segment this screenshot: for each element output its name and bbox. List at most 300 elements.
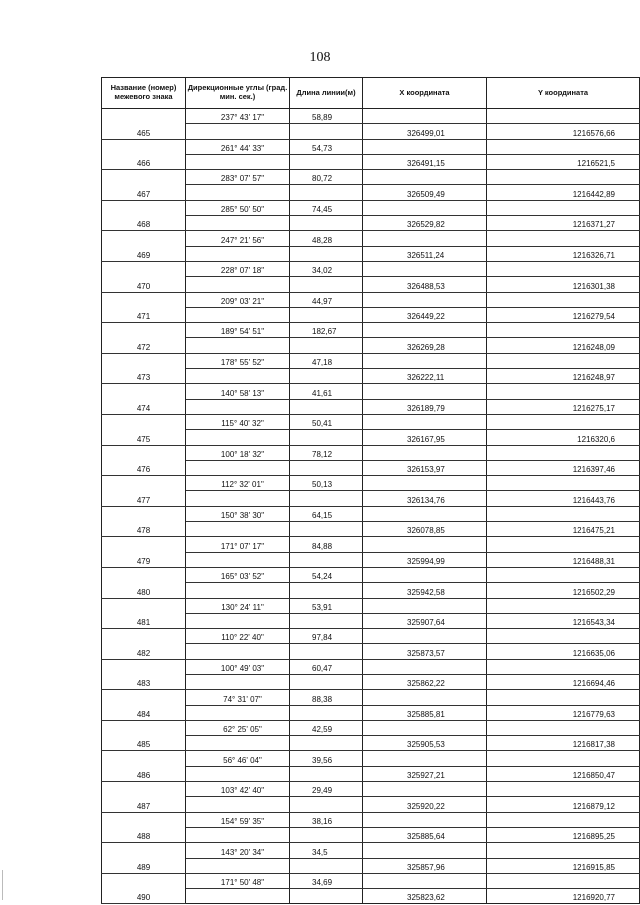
table-row	[102, 323, 640, 338]
cell-y: 1216915,85	[487, 858, 640, 873]
cell-angle: 140° 58' 13"	[186, 384, 290, 399]
cell-name-empty	[102, 384, 186, 399]
table-row	[102, 277, 640, 292]
cell-x: 326189,79	[363, 399, 487, 414]
table-row	[102, 353, 640, 368]
cell-x: 325862,22	[363, 674, 487, 689]
cell-x-empty	[363, 629, 487, 644]
table-row	[102, 476, 640, 491]
cell-x-empty	[363, 292, 487, 307]
table-row	[102, 766, 640, 781]
table-row	[102, 124, 640, 139]
cell-name-empty	[102, 292, 186, 307]
cell-angle: 74° 31' 07"	[186, 690, 290, 705]
cell-y-empty	[487, 476, 640, 491]
cell-y-empty	[487, 843, 640, 858]
cell-angle: 228° 07' 18"	[186, 261, 290, 276]
cell-angle-empty	[186, 185, 290, 200]
table-row	[102, 384, 640, 399]
cell-x-empty	[363, 720, 487, 735]
cell-angle: 171° 07' 17"	[186, 537, 290, 552]
table-row	[102, 154, 640, 169]
cell-name-empty	[102, 782, 186, 797]
cell-name-empty	[102, 170, 186, 185]
cell-y: 1216320,6	[487, 430, 640, 445]
cell-y: 1216248,97	[487, 369, 640, 384]
cell-length: 38,16	[290, 812, 363, 827]
cell-name-empty	[102, 414, 186, 429]
cell-y: 1216576,66	[487, 124, 640, 139]
cell-length: 64,15	[290, 506, 363, 521]
cell-angle: 165° 03' 52"	[186, 567, 290, 582]
header-length: Длина линии(м)	[290, 78, 363, 109]
cell-angle-empty	[186, 307, 290, 322]
cell-x: 325920,22	[363, 797, 487, 812]
cell-length-empty	[290, 154, 363, 169]
cell-length: 80,72	[290, 170, 363, 185]
cell-name-empty	[102, 139, 186, 154]
cell-point-name: 481	[102, 613, 186, 628]
cell-point-name: 485	[102, 736, 186, 751]
cell-y: 1216442,89	[487, 185, 640, 200]
cell-angle: 171° 50' 48"	[186, 873, 290, 888]
cell-name-empty	[102, 537, 186, 552]
table-row	[102, 690, 640, 705]
cell-length-empty	[290, 613, 363, 628]
cell-length-empty	[290, 858, 363, 873]
cell-y-empty	[487, 109, 640, 124]
cell-point-name: 471	[102, 307, 186, 322]
cell-name-empty	[102, 323, 186, 338]
cell-length-empty	[290, 797, 363, 812]
cell-x-empty	[363, 261, 487, 276]
cell-length-empty	[290, 124, 363, 139]
cell-angle-empty	[186, 430, 290, 445]
cell-length: 74,45	[290, 200, 363, 215]
cell-point-name: 473	[102, 369, 186, 384]
cell-point-name: 490	[102, 889, 186, 904]
cell-y: 1216521,5	[487, 154, 640, 169]
cell-y-empty	[487, 506, 640, 521]
cell-name-empty	[102, 659, 186, 674]
cell-point-name: 482	[102, 644, 186, 659]
table-row	[102, 629, 640, 644]
table-row	[102, 491, 640, 506]
table-row	[102, 797, 640, 812]
table-row	[102, 751, 640, 766]
table-row	[102, 445, 640, 460]
table-row	[102, 460, 640, 475]
table-row	[102, 537, 640, 552]
cell-angle-empty	[186, 522, 290, 537]
cell-x-empty	[363, 109, 487, 124]
cell-angle-empty	[186, 369, 290, 384]
cell-x-empty	[363, 751, 487, 766]
cell-x-empty	[363, 384, 487, 399]
cell-y: 1216443,76	[487, 491, 640, 506]
cell-y-empty	[487, 292, 640, 307]
cell-angle: 150° 38' 30"	[186, 506, 290, 521]
cell-length-empty	[290, 583, 363, 598]
cell-y: 1216920,77	[487, 889, 640, 904]
cell-length: 47,18	[290, 353, 363, 368]
cell-name-empty	[102, 506, 186, 521]
cell-x-empty	[363, 873, 487, 888]
cell-angle: 247° 21' 56"	[186, 231, 290, 246]
cell-y: 1216694,46	[487, 674, 640, 689]
table-row	[102, 567, 640, 582]
cell-x: 326222,11	[363, 369, 487, 384]
cell-x-empty	[363, 323, 487, 338]
cell-length-empty	[290, 889, 363, 904]
table-row	[102, 430, 640, 445]
cell-y-empty	[487, 384, 640, 399]
cell-name-empty	[102, 873, 186, 888]
cell-length: 48,28	[290, 231, 363, 246]
cell-length-empty	[290, 369, 363, 384]
cell-angle-empty	[186, 491, 290, 506]
cell-length: 34,02	[290, 261, 363, 276]
cell-y-empty	[487, 261, 640, 276]
cell-angle-empty	[186, 277, 290, 292]
cell-y-empty	[487, 445, 640, 460]
cell-y: 1216879,12	[487, 797, 640, 812]
cell-y-empty	[487, 537, 640, 552]
cell-angle: 143° 20' 34"	[186, 843, 290, 858]
cell-angle: 285° 50' 50"	[186, 200, 290, 215]
table-row	[102, 720, 640, 735]
cell-y: 1216279,54	[487, 307, 640, 322]
cell-x: 326509,49	[363, 185, 487, 200]
cell-angle-empty	[186, 705, 290, 720]
cell-name-empty	[102, 567, 186, 582]
cell-x: 325994,99	[363, 552, 487, 567]
cell-x: 325823,62	[363, 889, 487, 904]
cell-length-empty	[290, 644, 363, 659]
cell-length: 88,38	[290, 690, 363, 705]
cell-x-empty	[363, 353, 487, 368]
cell-angle: 100° 49' 03"	[186, 659, 290, 674]
table-row	[102, 613, 640, 628]
cell-x-empty	[363, 690, 487, 705]
cell-x-empty	[363, 445, 487, 460]
cell-y-empty	[487, 200, 640, 215]
cell-x-empty	[363, 598, 487, 613]
cell-x: 326449,22	[363, 307, 487, 322]
cell-length-empty	[290, 216, 363, 231]
cell-length-empty	[290, 674, 363, 689]
cell-y: 1216850,47	[487, 766, 640, 781]
cell-y-empty	[487, 782, 640, 797]
cell-angle-empty	[186, 154, 290, 169]
cell-x-empty	[363, 200, 487, 215]
cell-y: 1216397,46	[487, 460, 640, 475]
cell-name-empty	[102, 200, 186, 215]
cell-name-empty	[102, 261, 186, 276]
cell-angle-empty	[186, 552, 290, 567]
cell-angle-empty	[186, 827, 290, 842]
cell-length-empty	[290, 522, 363, 537]
cell-length-empty	[290, 246, 363, 261]
cell-name-empty	[102, 445, 186, 460]
cell-x: 326529,82	[363, 216, 487, 231]
cell-length: 78,12	[290, 445, 363, 460]
table-row	[102, 827, 640, 842]
cell-angle-empty	[186, 583, 290, 598]
cell-y-empty	[487, 812, 640, 827]
table-row	[102, 414, 640, 429]
cell-x-empty	[363, 567, 487, 582]
cell-angle-empty	[186, 858, 290, 873]
cell-length: 84,88	[290, 537, 363, 552]
table-row	[102, 598, 640, 613]
cell-angle-empty	[186, 797, 290, 812]
cell-angle: 103° 42' 40"	[186, 782, 290, 797]
cell-length: 34,69	[290, 873, 363, 888]
cell-name-empty	[102, 629, 186, 644]
cell-y-empty	[487, 170, 640, 185]
cell-y-empty	[487, 353, 640, 368]
cell-point-name: 467	[102, 185, 186, 200]
cell-angle: 154° 59' 35"	[186, 812, 290, 827]
cell-y: 1216635,06	[487, 644, 640, 659]
cell-length-empty	[290, 430, 363, 445]
cell-angle: 100° 18' 32"	[186, 445, 290, 460]
cell-length-empty	[290, 185, 363, 200]
table-row	[102, 843, 640, 858]
cell-length: 53,91	[290, 598, 363, 613]
cell-length: 58,89	[290, 109, 363, 124]
cell-y-empty	[487, 567, 640, 582]
table-row	[102, 522, 640, 537]
table-header-row	[102, 78, 640, 109]
cell-length: 182,67	[290, 323, 363, 338]
cell-name-empty	[102, 231, 186, 246]
cell-x: 326153,97	[363, 460, 487, 475]
cell-point-name: 480	[102, 583, 186, 598]
cell-name-empty	[102, 690, 186, 705]
cell-length: 60,47	[290, 659, 363, 674]
cell-x-empty	[363, 659, 487, 674]
cell-x-empty	[363, 782, 487, 797]
cell-x: 325857,96	[363, 858, 487, 873]
cell-angle: 237° 43' 17"	[186, 109, 290, 124]
cell-length: 29,49	[290, 782, 363, 797]
table-row	[102, 705, 640, 720]
cell-x-empty	[363, 414, 487, 429]
cell-x: 326078,85	[363, 522, 487, 537]
header-name: Название (номер) межевого знака	[102, 78, 186, 109]
cell-angle-empty	[186, 460, 290, 475]
table-row	[102, 185, 640, 200]
cell-x-empty	[363, 537, 487, 552]
table-row	[102, 139, 640, 154]
table-row	[102, 216, 640, 231]
table-row	[102, 200, 640, 215]
cell-x: 326269,28	[363, 338, 487, 353]
cell-angle-empty	[186, 674, 290, 689]
cell-y: 1216301,38	[487, 277, 640, 292]
cell-angle: 112° 32' 01"	[186, 476, 290, 491]
table-row	[102, 506, 640, 521]
cell-angle: 115° 40' 32"	[186, 414, 290, 429]
cell-x: 325905,53	[363, 736, 487, 751]
cell-length: 39,56	[290, 751, 363, 766]
cell-y-empty	[487, 414, 640, 429]
cell-y-empty	[487, 659, 640, 674]
cell-point-name: 477	[102, 491, 186, 506]
cell-length-empty	[290, 827, 363, 842]
cell-point-name: 470	[102, 277, 186, 292]
cell-angle-empty	[186, 766, 290, 781]
cell-length: 50,41	[290, 414, 363, 429]
cell-name-empty	[102, 812, 186, 827]
table-row	[102, 246, 640, 261]
cell-y: 1216371,27	[487, 216, 640, 231]
cell-y: 1216543,34	[487, 613, 640, 628]
cell-x: 326134,76	[363, 491, 487, 506]
cell-point-name: 469	[102, 246, 186, 261]
cell-x: 325885,64	[363, 827, 487, 842]
cell-angle: 110° 22' 40"	[186, 629, 290, 644]
cell-point-name: 488	[102, 827, 186, 842]
table-row	[102, 399, 640, 414]
cell-y: 1216895,25	[487, 827, 640, 842]
cell-x: 326488,53	[363, 277, 487, 292]
table-body	[102, 109, 640, 904]
cell-angle: 261° 44' 33"	[186, 139, 290, 154]
cell-y: 1216502,29	[487, 583, 640, 598]
cell-length-empty	[290, 552, 363, 567]
cell-angle-empty	[186, 124, 290, 139]
table-row	[102, 873, 640, 888]
table-row	[102, 261, 640, 276]
cell-y-empty	[487, 231, 640, 246]
cell-point-name: 474	[102, 399, 186, 414]
cell-x-empty	[363, 506, 487, 521]
cell-point-name: 483	[102, 674, 186, 689]
cell-y-empty	[487, 751, 640, 766]
cell-y: 1216817,38	[487, 736, 640, 751]
cell-y-empty	[487, 323, 640, 338]
cell-angle: 56° 46' 04"	[186, 751, 290, 766]
cell-angle: 178° 55' 52"	[186, 353, 290, 368]
cell-angle: 62° 25' 05"	[186, 720, 290, 735]
table-row	[102, 674, 640, 689]
cell-x: 326167,95	[363, 430, 487, 445]
cell-x-empty	[363, 476, 487, 491]
cell-point-name: 487	[102, 797, 186, 812]
cell-y: 1216488,31	[487, 552, 640, 567]
cell-y: 1216248,09	[487, 338, 640, 353]
cell-point-name: 468	[102, 216, 186, 231]
cell-point-name: 466	[102, 154, 186, 169]
cell-x: 325873,57	[363, 644, 487, 659]
cell-y: 1216326,71	[487, 246, 640, 261]
cell-angle-empty	[186, 338, 290, 353]
cell-point-name: 486	[102, 766, 186, 781]
cell-y-empty	[487, 690, 640, 705]
table-row	[102, 109, 640, 124]
cell-point-name: 475	[102, 430, 186, 445]
table-row	[102, 170, 640, 185]
cell-y-empty	[487, 139, 640, 154]
table-row	[102, 552, 640, 567]
cell-point-name: 465	[102, 124, 186, 139]
cell-x-empty	[363, 812, 487, 827]
cell-x: 326491,15	[363, 154, 487, 169]
cell-point-name: 489	[102, 858, 186, 873]
table-row	[102, 659, 640, 674]
cell-y-empty	[487, 629, 640, 644]
cell-length: 44,97	[290, 292, 363, 307]
cell-length-empty	[290, 705, 363, 720]
cell-length-empty	[290, 736, 363, 751]
cell-x: 325907,64	[363, 613, 487, 628]
table-row	[102, 338, 640, 353]
cell-length: 34,5	[290, 843, 363, 858]
cell-angle-empty	[186, 216, 290, 231]
cell-name-empty	[102, 598, 186, 613]
table-row	[102, 858, 640, 873]
cell-name-empty	[102, 843, 186, 858]
cell-name-empty	[102, 353, 186, 368]
cell-length-empty	[290, 460, 363, 475]
cell-length: 54,24	[290, 567, 363, 582]
page-number: 108	[309, 50, 331, 65]
cell-point-name: 472	[102, 338, 186, 353]
table-row	[102, 231, 640, 246]
table-row	[102, 307, 640, 322]
cell-point-name: 478	[102, 522, 186, 537]
cell-angle: 283° 07' 57"	[186, 170, 290, 185]
header-y: Y координата	[487, 78, 640, 109]
cell-y-empty	[487, 720, 640, 735]
cell-y: 1216275,17	[487, 399, 640, 414]
cell-x-empty	[363, 139, 487, 154]
table-row	[102, 292, 640, 307]
cell-x: 325885,81	[363, 705, 487, 720]
cell-length-empty	[290, 307, 363, 322]
cell-x-empty	[363, 843, 487, 858]
cell-x: 325942,58	[363, 583, 487, 598]
cell-point-name: 484	[102, 705, 186, 720]
cell-length: 97,84	[290, 629, 363, 644]
cell-point-name: 476	[102, 460, 186, 475]
cell-x: 326511,24	[363, 246, 487, 261]
cell-x-empty	[363, 170, 487, 185]
cell-length-empty	[290, 766, 363, 781]
cell-angle: 209° 03' 21"	[186, 292, 290, 307]
cell-length: 50,13	[290, 476, 363, 491]
table-row	[102, 583, 640, 598]
cell-angle: 130° 24' 11"	[186, 598, 290, 613]
cell-length: 41,61	[290, 384, 363, 399]
table-row	[102, 889, 640, 904]
table-row	[102, 644, 640, 659]
cell-name-empty	[102, 720, 186, 735]
cell-angle-empty	[186, 644, 290, 659]
table-row	[102, 812, 640, 827]
cell-angle-empty	[186, 889, 290, 904]
cell-length: 42,59	[290, 720, 363, 735]
cell-angle-empty	[186, 246, 290, 261]
cell-point-name: 479	[102, 552, 186, 567]
cell-angle-empty	[186, 613, 290, 628]
scan-margin-mark	[2, 870, 3, 900]
cell-angle-empty	[186, 736, 290, 751]
cell-y: 1216779,63	[487, 705, 640, 720]
